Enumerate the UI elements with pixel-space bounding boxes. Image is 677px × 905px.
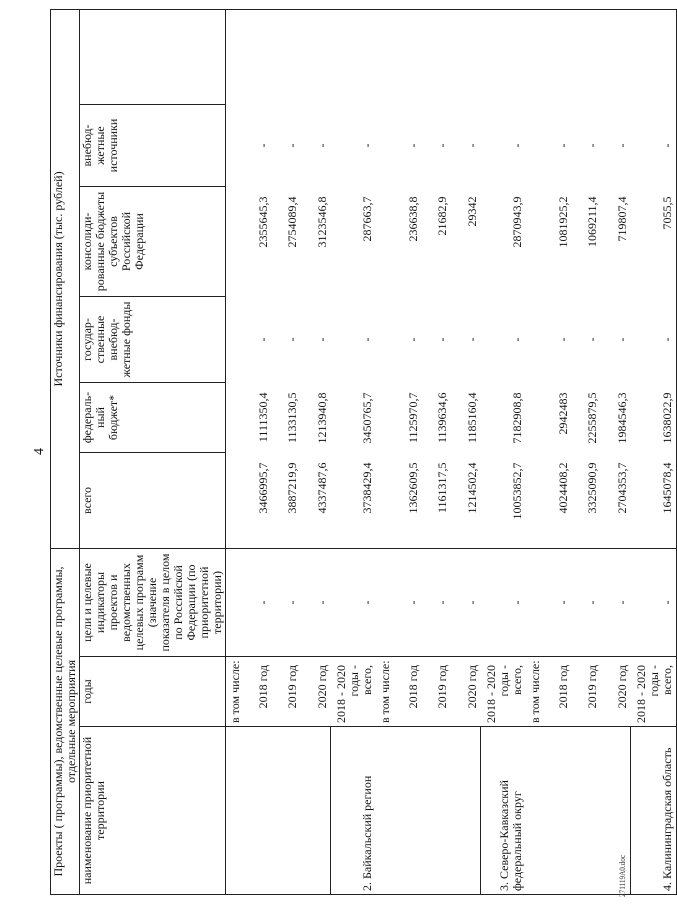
year-cell: 2018 - 2020 годы - всего, xyxy=(331,657,377,727)
header-other: внебюд-жетные источники xyxy=(80,104,226,186)
table-row xyxy=(243,9,272,894)
header-years: годы xyxy=(80,657,226,727)
table-row xyxy=(272,9,301,894)
federal-cell: 3450765,7 xyxy=(360,392,374,444)
footer-filename: 271119A0.doc xyxy=(618,854,627,897)
title-right: Источники финансирования (тыс. рублей) xyxy=(51,9,80,548)
other-cell: - xyxy=(360,143,374,148)
federal-cell: 1638022,9 xyxy=(631,382,677,452)
table-row xyxy=(393,9,422,894)
other-cell: - xyxy=(614,143,629,148)
federal-cell: 1984546,3 xyxy=(614,392,629,444)
header-indicators: цели и целевые индикаторы проектов и ведомственных целевых программ (значение показателя в целом по Российской Федерации (по приоритетной территории) xyxy=(80,548,226,656)
header-federal: федераль-ный бюджет* xyxy=(80,382,226,452)
year-cell: 2018 год xyxy=(243,657,272,727)
total-cell: 10053852,7 xyxy=(510,462,524,520)
total-cell: 1645078,4 xyxy=(631,452,677,548)
year-cell: 2018 - 2020 годы - всего, xyxy=(631,657,677,727)
indicator-cell: - xyxy=(331,548,377,656)
federal-cell: 1125970,7 xyxy=(406,392,420,444)
consolidated-cell: 236638,8 xyxy=(406,196,420,242)
page-number: 4 xyxy=(32,448,47,455)
title-left: Проекты ( программы), ведомственные целевые программы, отдельные мероприятия xyxy=(51,548,80,894)
table-row xyxy=(422,9,451,894)
region-name: 2. Байкальский регион xyxy=(331,727,377,895)
total-cell: 3325090,9 xyxy=(585,462,599,514)
region-name: 3. Северо-Кавказский федеральный округ xyxy=(481,727,527,895)
other-cell: - xyxy=(406,143,420,148)
indicator-cell: - xyxy=(451,548,481,656)
table-row xyxy=(481,9,527,894)
state-funds-cell: - xyxy=(614,337,629,342)
table-row xyxy=(301,9,331,894)
other-cell: - xyxy=(256,143,270,148)
table-row xyxy=(376,9,393,894)
year-cell: 2018 - 2020 годы - всего, xyxy=(481,657,527,727)
federal-cell: 1213940,8 xyxy=(314,392,329,444)
table-row xyxy=(226,9,244,894)
other-cell: - xyxy=(556,143,570,148)
federal-cell: 2942483 xyxy=(556,392,570,435)
indicator-cell: - xyxy=(572,548,601,656)
indicator-cell: - xyxy=(393,548,422,656)
state-funds-cell: - xyxy=(406,337,420,342)
other-cell: - xyxy=(585,143,599,148)
total-cell: 3466995,7 xyxy=(256,462,270,514)
state-funds-cell: - xyxy=(510,337,524,342)
total-cell: 4024408,2 xyxy=(556,462,570,514)
in-that-number-label: в том числе: xyxy=(526,657,543,727)
state-funds-cell: - xyxy=(285,337,299,342)
header-consolidated: консолиди-рованные бюджеты субъектов Российской Федерации xyxy=(80,186,226,296)
year-cell: 2020 год xyxy=(301,657,331,727)
title-row xyxy=(51,9,80,894)
header-total: всего xyxy=(80,452,226,548)
year-cell: 2020 год xyxy=(601,657,631,727)
year-cell: 2020 год xyxy=(451,657,481,727)
federal-cell: 2255879,5 xyxy=(585,392,599,444)
total-cell: 1161317,5 xyxy=(435,462,449,514)
consolidated-cell: 1081925,2 xyxy=(556,196,570,248)
other-cell: - xyxy=(631,104,677,186)
other-cell: - xyxy=(314,143,329,148)
indicator-cell: - xyxy=(543,548,572,656)
state-funds-cell: - xyxy=(631,296,677,382)
indicator-cell: - xyxy=(422,548,451,656)
state-funds-cell: - xyxy=(464,337,479,342)
indicator-cell: - xyxy=(243,548,272,656)
year-cell: 2018 год xyxy=(393,657,422,727)
consolidated-cell: 21682,9 xyxy=(435,196,449,236)
other-cell: - xyxy=(435,143,449,148)
other-cell: - xyxy=(510,143,524,148)
federal-cell: 1139634,6 xyxy=(435,392,449,444)
consolidated-cell: 29342 xyxy=(464,196,479,227)
state-funds-cell: - xyxy=(314,337,329,342)
in-that-number-label: в том числе: xyxy=(226,657,244,727)
indicator-cell: - xyxy=(272,548,301,656)
other-cell: - xyxy=(285,143,299,148)
table-row xyxy=(331,9,377,894)
federal-cell: 1185160,4 xyxy=(464,392,479,444)
consolidated-cell: 2355645,3 xyxy=(256,196,270,248)
table-row xyxy=(572,9,601,894)
in-that-number-label: в том числе: xyxy=(376,657,393,727)
table-row xyxy=(631,9,677,894)
region-name: 4. Калининградская область xyxy=(631,727,677,895)
consolidated-cell: 287663,7 xyxy=(360,196,374,242)
consolidated-cell: 7055,5 xyxy=(631,186,677,296)
header-row xyxy=(80,9,226,894)
total-cell: 3887219,9 xyxy=(285,462,299,514)
indicator-cell: - xyxy=(601,548,631,656)
total-cell: 3738429,4 xyxy=(360,462,374,514)
total-cell: 4337487,6 xyxy=(314,462,329,514)
federal-cell: 1111350,4 xyxy=(256,392,270,443)
header-territory: наименование приоритетной территории xyxy=(80,727,226,895)
consolidated-cell: 3123546,8 xyxy=(314,196,329,248)
financing-table xyxy=(50,9,677,895)
consolidated-cell: 1069211,4 xyxy=(585,196,599,248)
header-state-funds: государ-ственные внебюд-жетные фонды xyxy=(80,296,226,382)
table-row xyxy=(543,9,572,894)
consolidated-cell: 2870943,9 xyxy=(510,196,524,248)
consolidated-cell: 2754089,4 xyxy=(285,196,299,248)
indicator-cell: - xyxy=(481,548,527,656)
state-funds-cell: - xyxy=(556,337,570,342)
table-row xyxy=(526,9,543,894)
table-row xyxy=(601,9,631,894)
federal-cell: 7182908,8 xyxy=(510,392,524,444)
total-cell: 1362609,5 xyxy=(406,462,420,514)
state-funds-cell: - xyxy=(435,337,449,342)
year-cell: 2019 год xyxy=(572,657,601,727)
table-row xyxy=(451,9,481,894)
other-cell: - xyxy=(464,143,479,148)
consolidated-cell: 719807,4 xyxy=(614,196,629,242)
total-cell: 1214502,4 xyxy=(464,462,479,514)
federal-cell: 1133130,5 xyxy=(285,392,299,444)
year-cell: 2019 год xyxy=(422,657,451,727)
indicator-cell: - xyxy=(631,548,677,656)
indicator-cell: - xyxy=(301,548,331,656)
state-funds-cell: - xyxy=(585,337,599,342)
total-cell: 2704353,7 xyxy=(614,462,629,514)
state-funds-cell: - xyxy=(256,337,270,342)
year-cell: 2018 год xyxy=(543,657,572,727)
year-cell: 2019 год xyxy=(272,657,301,727)
state-funds-cell: - xyxy=(360,337,374,342)
